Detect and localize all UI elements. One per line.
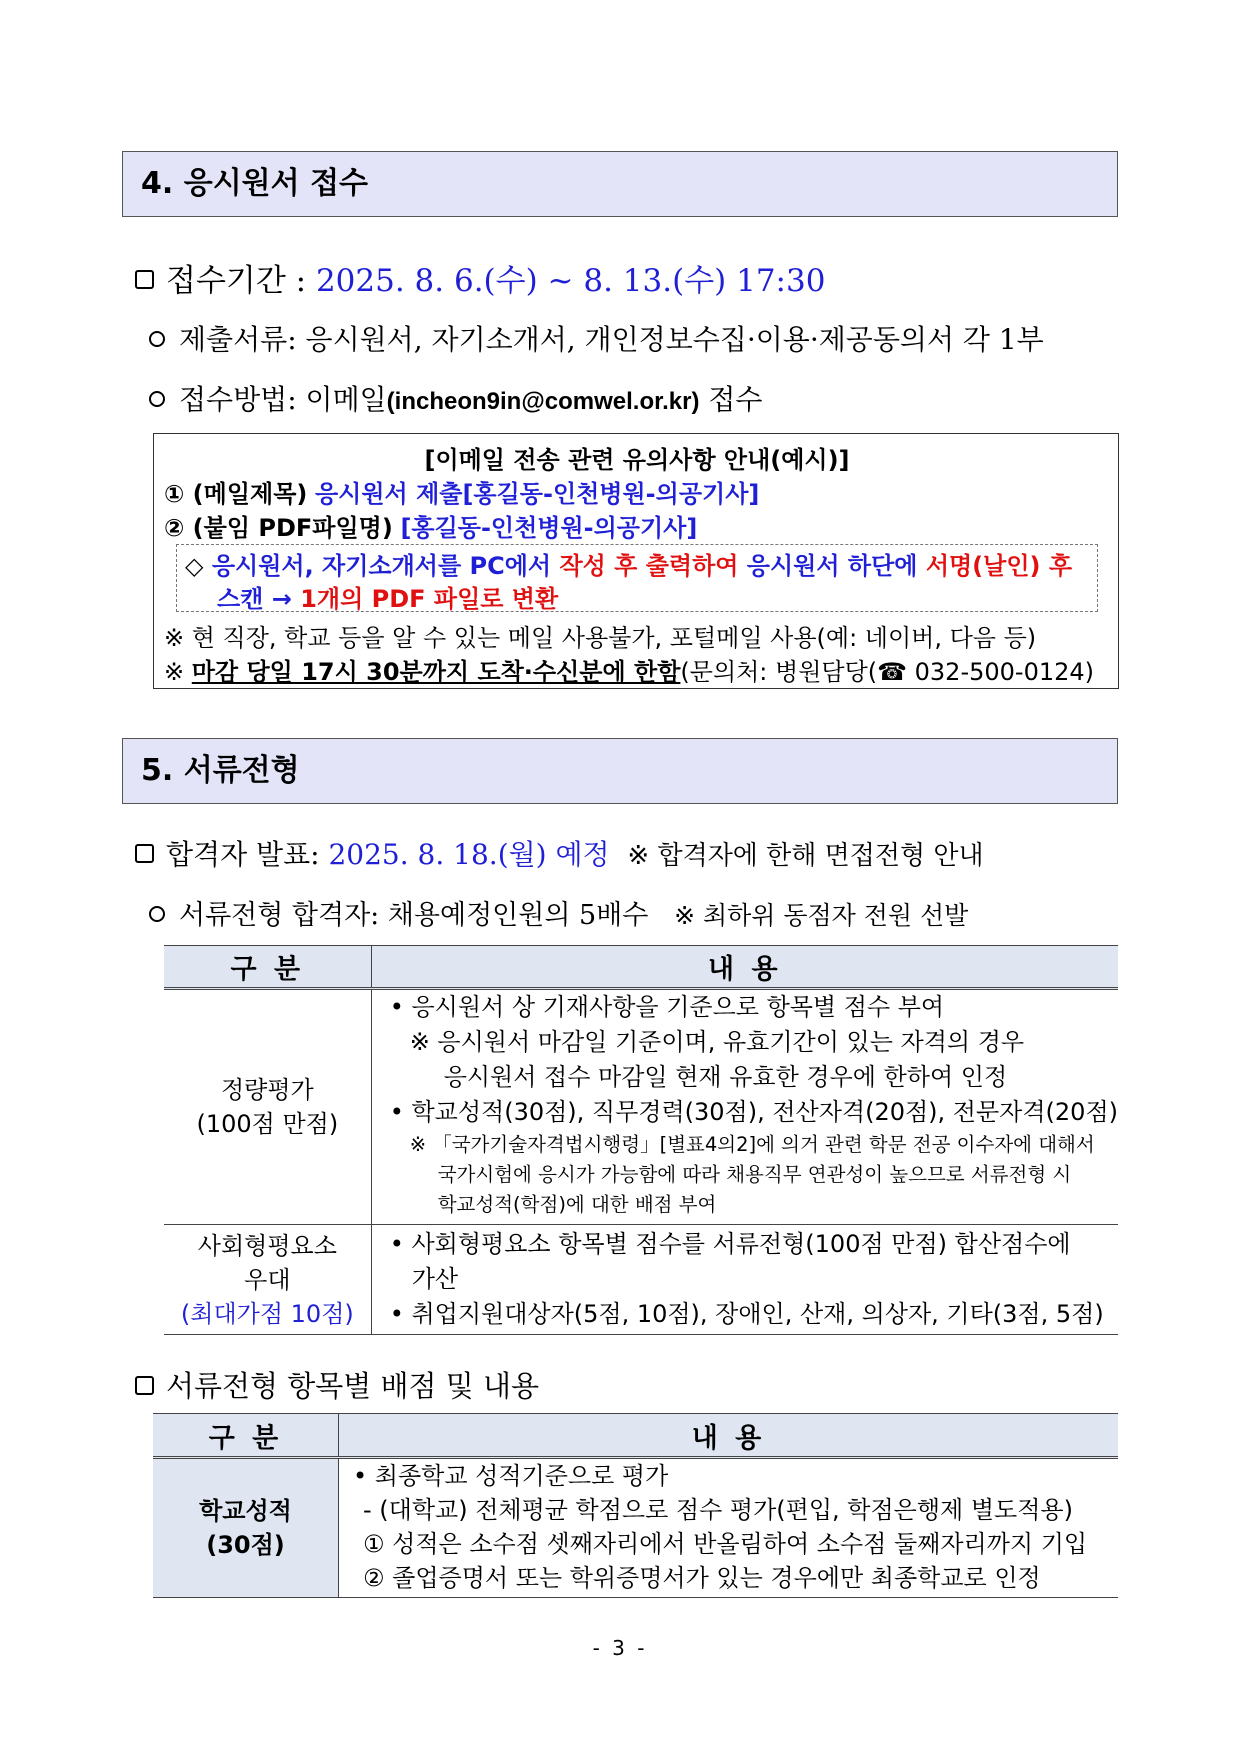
scoring-subheading: 서류전형 항목별 배점 및 내용 — [135, 1364, 539, 1405]
announce-label: 합격자 발표: — [166, 838, 320, 871]
diamond-icon: ◇ — [185, 552, 204, 580]
method-tail: 접수 — [708, 383, 763, 416]
evaluation-table — [164, 945, 1118, 1335]
scoring-table — [153, 1413, 1118, 1598]
checkbox-square-icon — [135, 270, 154, 289]
announcement — [135, 833, 984, 873]
notice-title: [이메일 전송 관련 유의사항 안내(예시)] — [424, 446, 850, 474]
circle-bullet-icon — [149, 391, 165, 407]
table-row — [164, 989, 1118, 1225]
row-category: 정량평가 (100점 만점) — [164, 989, 371, 1225]
row-content: • 최종학교 성적기준으로 평가 - (대학교) 전체평균 학점으로 점수 평가(편입, 학점은행제 별도적용) ① 성적은 소수점 셋째자리에서 반올림하여 소수점 둘째자리까지 기입 ② 졸업증명서 또는 학위증명서가 있는 경우에만 최종학교로 인정 — [339, 1458, 1119, 1598]
submission-docs — [149, 318, 1044, 358]
table-header-category: 구 분 — [164, 946, 371, 989]
row-content: • 사회형평요소 항목별 점수를 서류전형(100점 만점) 합산점수에 가산 • 취업지원대상자(5점, 10점), 장애인, 산재, 의상자, 기타(3점, 5점) — [371, 1225, 1118, 1335]
table-header-category: 구 분 — [153, 1414, 339, 1458]
checkbox-square-icon — [135, 844, 154, 863]
period-label: 접수기간 : — [166, 263, 307, 299]
announce-date: 2025. 8. 18.(월) 예정 — [328, 838, 610, 871]
email-notice-box — [153, 433, 1119, 689]
period-value: 2025. 8. 6.(수) ~ 8. 13.(수) 17:30 — [315, 263, 826, 299]
email-address: (incheon9in@comwel.or.kr) — [386, 388, 700, 415]
row-content: • 응시원서 상 기재사항을 기준으로 항목별 점수 부여 ※ 응시원서 마감일 기준이며, 유효기간이 있는 자격의 경우 응시원서 접수 마감일 현재 유효한 경우에 한하여 인정 • 학교성적(30점), 직무경력(30점), 전산자격(20점), 전문자격(20점) ※ 「국가기술자격법시행령」[별표4의2]에 의거 관련 학문 전공 이수자에 대해서 국가시험에 응시가 가능함에 따라 채용직무 연관성이 높으므로 서류전형 시 학교성적(학점)에 대한 배점 부여 — [371, 989, 1118, 1225]
circle-bullet-icon — [149, 906, 165, 922]
passers-text: 서류전형 합격자: 채용예정인원의 5배수 — [179, 900, 649, 931]
circle-bullet-icon — [149, 331, 165, 347]
docs-text: 제출서류: 응시원서, 자기소개서, 개인정보수집·이용·제공동의서 각 1부 — [179, 323, 1044, 356]
notice-mail-subject: ① (메일제목) 응시원서 제출[홍길동-인천병원-의공기사] — [164, 480, 760, 508]
table-header-content: 내 용 — [371, 946, 1118, 989]
table-header-content: 내 용 — [339, 1414, 1119, 1458]
table-row — [164, 1225, 1118, 1335]
notice-deadline: ※ 마감 당일 17시 30분까지 도착·수신분에 한함(문의처: 병원담당(☎ 032-500-0124) — [164, 658, 1095, 686]
reception-period — [135, 255, 825, 300]
table-row — [153, 1458, 1118, 1598]
section-5-heading: 5. 서류전형 — [122, 738, 1118, 804]
page-number: - 3 - — [592, 1636, 648, 1660]
method-label: 접수방법: 이메일 — [179, 383, 387, 416]
passers-note: ※ 최하위 동점자 전원 선발 — [674, 901, 969, 930]
announce-note: ※ 합격자에 한해 면접전형 안내 — [627, 841, 984, 871]
section-4-heading: 4. 응시원서 접수 — [122, 151, 1118, 217]
row-category: 학교성적 (30점) — [153, 1458, 339, 1598]
notice-inner-box: ◇ 응시원서, 자기소개서를 PC에서 작성 후 출력하여 응시원서 하단에 서명(날인) 후 스캔 → 1개의 PDF 파일로 변환 — [176, 544, 1098, 612]
submission-method — [149, 378, 762, 418]
checkbox-square-icon — [135, 1376, 154, 1395]
notice-mail-restriction: ※ 현 직장, 학교 등을 알 수 있는 메일 사용불가, 포털메일 사용(예: 네이버, 다음 등) — [164, 624, 1037, 652]
row-category: 사회형평요소 우대 (최대가점 10점) — [164, 1225, 371, 1335]
document-passers — [149, 893, 968, 932]
notice-file-name: ② (붙임 PDF파일명) [홍길동-인천병원-의공기사] — [164, 514, 698, 542]
